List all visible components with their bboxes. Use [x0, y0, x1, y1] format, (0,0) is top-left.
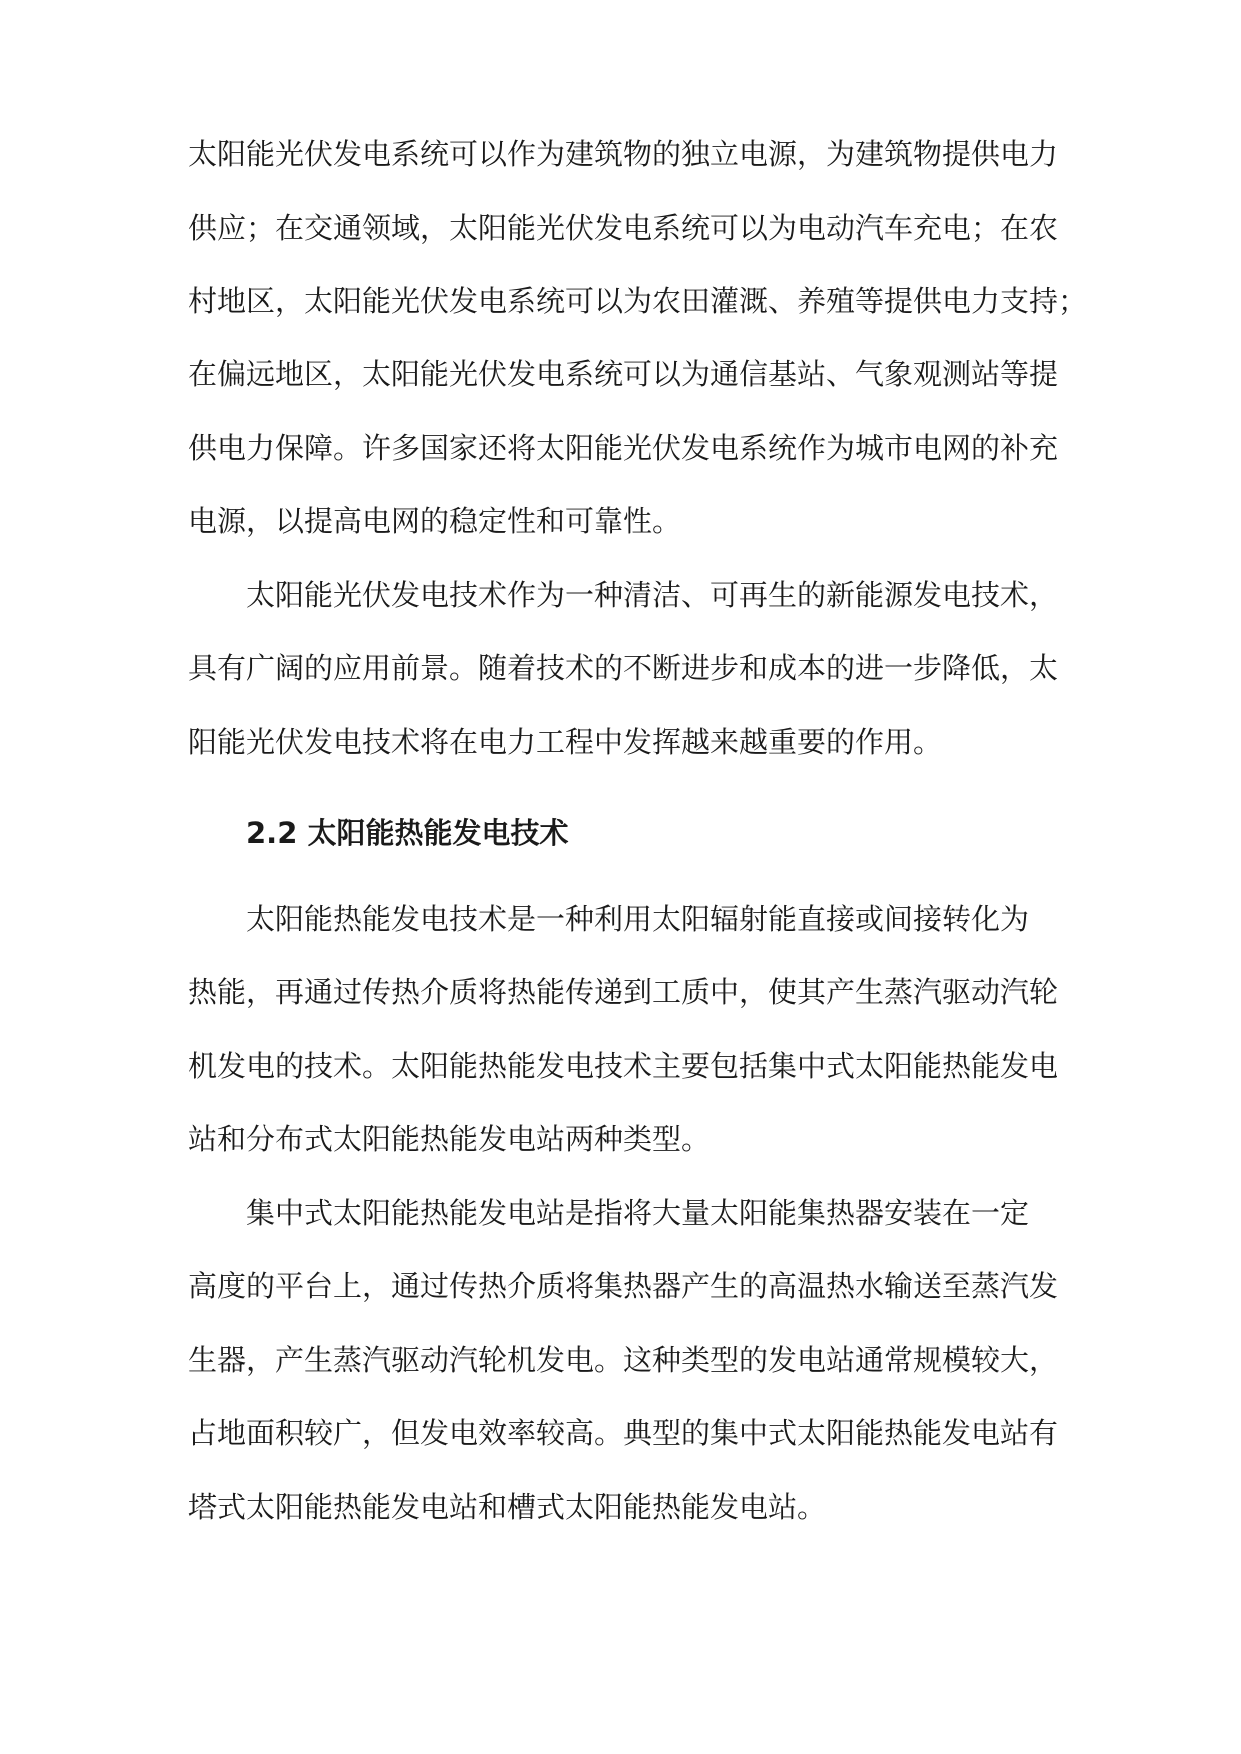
paragraph-1-line-5: 供电力保障。许多国家还将太阳能光伏发电系统作为城市电网的补充 — [188, 431, 1059, 465]
paragraph-1-line-6: 电源，以提高电网的稳定性和可靠性。 — [188, 504, 682, 538]
paragraph-2-line-3: 阳能光伏发电技术将在电力工程中发挥越来越重要的作用。 — [188, 725, 943, 759]
paragraph-3-line-3: 机发电的技术。太阳能热能发电技术主要包括集中式太阳能热能发电 — [188, 1049, 1059, 1083]
paragraph-4-line-1: 集中式太阳能热能发电站是指将大量太阳能集热器安装在一定 — [246, 1196, 1030, 1230]
paragraph-1-line-2: 供应；在交通领域，太阳能光伏发电系统可以为电动汽车充电；在农 — [188, 211, 1059, 245]
paragraph-3-line-2: 热能，再通过传热介质将热能传递到工质中，使其产生蒸汽驱动汽轮 — [188, 975, 1059, 1009]
paragraph-3-line-1: 太阳能热能发电技术是一种利用太阳辐射能直接或间接转化为 — [246, 902, 1030, 936]
section-heading: 2.2 太阳能热能发电技术 — [246, 816, 569, 850]
paragraph-3-line-4: 站和分布式太阳能热能发电站两种类型。 — [188, 1122, 711, 1156]
paragraph-1-line-4: 在偏远地区，太阳能光伏发电系统可以为通信基站、气象观测站等提 — [188, 357, 1059, 391]
paragraph-2-line-2: 具有广阔的应用前景。随着技术的不断进步和成本的进一步降低，太 — [188, 651, 1059, 685]
paragraph-2-line-1: 太阳能光伏发电技术作为一种清洁、可再生的新能源发电技术， — [246, 578, 1059, 612]
paragraph-4-line-2: 高度的平台上，通过传热介质将集热器产生的高温热水输送至蒸汽发 — [188, 1269, 1059, 1303]
paragraph-4-line-5: 塔式太阳能热能发电站和槽式太阳能热能发电站。 — [188, 1490, 827, 1524]
paragraph-1-line-1: 太阳能光伏发电系统可以作为建筑物的独立电源，为建筑物提供电力 — [188, 137, 1059, 171]
paragraph-4-line-3: 生器，产生蒸汽驱动汽轮机发电。这种类型的发电站通常规模较大， — [188, 1343, 1059, 1377]
paragraph-1-line-3: 村地区，太阳能光伏发电系统可以为农田灌溉、养殖等提供电力支持； — [188, 284, 1088, 318]
paragraph-4-line-4: 占地面积较广，但发电效率较高。典型的集中式太阳能热能发电站有 — [188, 1416, 1059, 1450]
